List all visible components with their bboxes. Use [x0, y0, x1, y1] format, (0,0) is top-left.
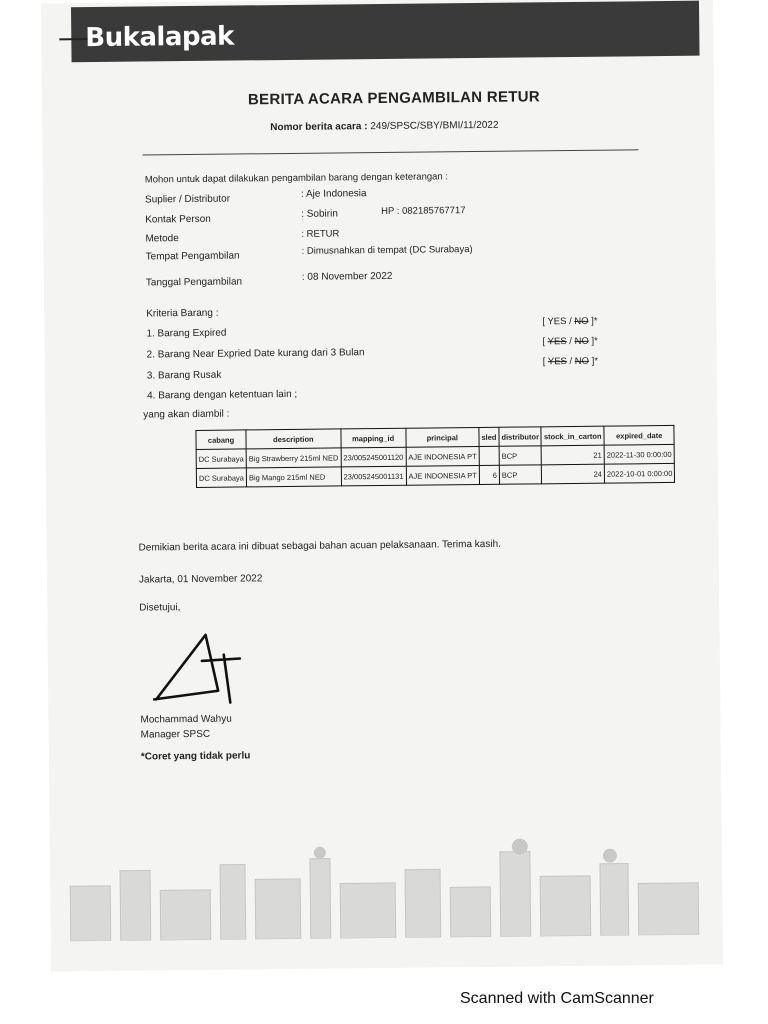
col-principal: principal — [406, 427, 480, 447]
cell: Big Mango 215ml NED — [246, 467, 341, 487]
cell: AJE INDONESIA PT — [406, 465, 480, 485]
cell: 24 — [542, 464, 605, 484]
col-description: description — [246, 429, 341, 449]
city-skyline-illustration — [50, 824, 723, 941]
document-number — [270, 120, 498, 133]
return-items-table — [195, 425, 675, 488]
cell: 21 — [542, 445, 605, 465]
cell — [479, 446, 499, 465]
document-number-value: 249/SPSC/SBY/BMI/11/2022 — [370, 119, 499, 133]
field-value-contact: : Sobirin — [301, 208, 338, 220]
field-label-date: Tanggal Pengambilan — [145, 276, 243, 289]
place-date: Jakarta, 01 November 2022 — [138, 573, 263, 586]
field-value-method: : RETUR — [301, 228, 340, 240]
col-mapping-id: mapping_id — [341, 428, 406, 448]
approved-label: Disetujui, — [139, 602, 181, 614]
cell: 6 — [479, 465, 499, 484]
field-label-supplier: Suplier / Distributor — [144, 193, 231, 206]
cell: AJE INDONESIA PT — [406, 446, 480, 466]
cell: BCP — [499, 465, 542, 484]
criteria-item-3: 3. Barang Rusak — [146, 369, 222, 382]
choice-yes: YES — [547, 316, 567, 328]
closing-text: Demikian berita acara ini dibuat sebagai bahan acuan pelaksanaan. Terima kasih. — [138, 538, 501, 554]
cell: BCP — [499, 446, 542, 465]
criteria-choice-3: [ YES / NO ]* — [542, 355, 599, 368]
signature — [147, 626, 258, 707]
cell: 2022-11-30 0:00:00 — [604, 444, 675, 464]
cell: 2022-10-01 0:00:00 — [604, 463, 675, 483]
cell: Big Strawberry 215ml NED — [246, 448, 341, 468]
items-heading: yang akan diambil : — [143, 408, 230, 421]
field-value-date: : 08 November 2022 — [301, 270, 393, 283]
col-distributor: distributor — [499, 427, 542, 446]
criteria-item-4: 4. Barang dengan ketentuan lain ; — [147, 388, 298, 402]
document-number-label: Nomor berita acara : — [270, 121, 368, 134]
field-label-method: Metode — [145, 233, 179, 245]
document-title: BERITA ACARA PENGAMBILAN RETUR — [247, 88, 541, 109]
signer-name: Mochammad Wahyu — [140, 713, 232, 726]
cell: DC Surabaya — [196, 449, 246, 469]
field-value-supplier: : Aje Indonesia — [300, 188, 367, 200]
bukalapak-logo: Bukalapak — [85, 21, 235, 54]
col-sled: sled — [479, 427, 499, 446]
criteria-item-2: 2. Barang Near Expried Date kurang dari 3 Bulan — [146, 347, 365, 361]
field-value-phone: HP : 082185767717 — [381, 205, 466, 217]
choice-yes: YES — [547, 336, 567, 348]
cell: DC Surabaya — [196, 468, 246, 488]
table-row — [196, 463, 675, 487]
criteria-choice-1: [ YES / NO ]* — [542, 315, 598, 328]
camscanner-watermark: Scanned with CamScanner — [460, 990, 654, 1007]
divider — [143, 149, 639, 155]
cell: 23/005245001131 — [341, 466, 406, 486]
choice-no: NO — [574, 335, 589, 347]
choice-no: NO — [574, 355, 590, 367]
footnote: *Coret yang tidak perlu — [140, 750, 251, 763]
col-expired-date: expired_date — [604, 425, 675, 445]
col-stock: stock_in_carton — [541, 426, 604, 446]
scanned-page — [41, 0, 723, 971]
choice-yes: YES — [547, 356, 567, 368]
cell: 23/005245001120 — [341, 447, 406, 467]
col-cabang: cabang — [196, 430, 246, 450]
field-label-place: Tempat Pengambilan — [145, 250, 240, 263]
criteria-choice-2: [ YES / NO ]* — [542, 335, 598, 348]
signer-title: Manager SPSC — [140, 728, 211, 741]
criteria-item-1: 1. Barang Expired — [146, 327, 227, 340]
criteria-heading: Kriteria Barang : — [146, 307, 219, 320]
intro-text: Mohon untuk dapat dilakukan pengambilan barang dengan keterangan : — [144, 171, 449, 186]
field-label-contact: Kontak Person — [145, 213, 211, 226]
field-value-place: : Dimusnahkan di tempat (DC Surabaya) — [301, 244, 473, 257]
choice-no: NO — [574, 315, 589, 327]
